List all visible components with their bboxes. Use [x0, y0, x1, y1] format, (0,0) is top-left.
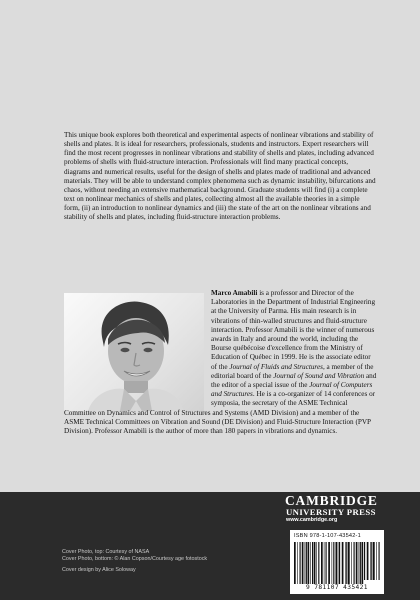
- barcode-stripe: [346, 542, 347, 584]
- barcode-addon-bars: [364, 542, 382, 580]
- barcode-stripe: [294, 542, 296, 584]
- barcode-stripe: [354, 542, 355, 584]
- bio-text-1: is a professor and Director of the Laboratories in the Department of Industrial Engineering at the University of Parma. His main research is in vibrations of thin-walled structures and fluid-structure interaction. Professor Amabili is the winner of numerous awards in Italy and around the world, including the Bourse québécoise d'excellence from the Ministry of Education of Québec in 1999. He is the associate editor of the: [211, 289, 376, 371]
- barcode-stripe: [300, 542, 301, 584]
- barcode-stripe: [306, 542, 307, 584]
- barcode-digits: 9 781107 435421: [306, 584, 368, 591]
- barcode-stripe: [379, 542, 380, 580]
- barcode-stripe: [333, 542, 334, 584]
- isbn-label: ISBN 978-1-107-43542-1: [294, 533, 361, 539]
- bio-text-2: , a member of the editorial board of the: [211, 362, 374, 380]
- barcode-stripe: [370, 542, 371, 580]
- barcode-stripe: [348, 542, 350, 584]
- barcode-stripe: [359, 542, 360, 584]
- barcode-stripe: [356, 542, 358, 584]
- barcode-stripe: [360, 542, 361, 584]
- barcode-stripe: [326, 542, 327, 584]
- publisher-name-line2: UNIVERSITY PRESS: [286, 507, 376, 517]
- barcode-stripe: [336, 542, 338, 584]
- barcode-stripe: [345, 542, 346, 584]
- barcode-stripe: [328, 542, 330, 584]
- barcode-stripe: [297, 542, 298, 584]
- barcode-stripe: [302, 542, 304, 584]
- journal-title-1: Journal of Fluids and Structures: [229, 362, 323, 371]
- barcode-stripe: [332, 542, 333, 584]
- barcode-stripe: [362, 542, 364, 584]
- photo-wrap-spacer: [64, 289, 211, 408]
- bio-text-4: . He is a co-organizer of 14 conferences or symposia, the secretary of the ASME Technical Committee on Dynamics and Control of Structures and Systems (AMD Division) and a member of the ASME Technical Committees on Vibration and Sound (DE Division) and Fluid-Structure Interaction (PVP Division). Professor Amabili is the author of more than 180 papers in vibrations and dynamics.: [64, 390, 376, 436]
- barcode-stripe: [310, 542, 311, 584]
- barcode-stripe: [316, 542, 317, 584]
- publisher-logo: [285, 494, 385, 524]
- barcode-stripe: [351, 542, 352, 584]
- book-description: This unique book explores both theoretical and experimental aspects of nonlinear vibrations and stability of shells and plates. It is ideal for researchers, professionals, students and instructors. Expert researchers will find the most recent progresses in nonlinear vibrations and stability of shells and plates, including advanced problems of shells with fluid-structure interaction. Professionals will find many practical concepts, diagrams and numerical results, useful for the design of shells and plates made of traditional and advanced materials. They will be able to understand complex phenomena such as dynamic instability, bifurcations and chaos, without needing an extensive mathematical background. Graduate students will find (i) a complete text on nonlinear mechanics of shells and plates, collecting almost all the available theories in a simple form, (ii) an introduction to nonlinear dynamics and (iii) the state of the art on the nonlinear vibrations and stability of shells and plates, including fluid-structure interaction problems.: [64, 131, 376, 222]
- barcode-bars: [294, 542, 366, 584]
- barcode-stripe: [314, 542, 316, 584]
- barcode-stripe: [305, 542, 306, 584]
- barcode-stripe: [312, 542, 313, 584]
- cover-credits: [62, 549, 282, 575]
- publisher-url: www.cambridge.org: [286, 517, 338, 523]
- journal-title-3: Journal of Computers and Structures: [211, 381, 373, 399]
- barcode-stripe: [318, 542, 319, 584]
- barcode-stripe: [324, 542, 325, 584]
- barcode-stripe: [376, 542, 377, 580]
- barcode-box: [290, 530, 384, 594]
- barcode-stripe: [364, 542, 365, 580]
- publisher-name-line1: CAMBRIDGE: [285, 493, 378, 508]
- barcode-stripe: [338, 542, 339, 584]
- barcode-stripe: [308, 542, 310, 584]
- author-biography: [64, 289, 377, 436]
- journal-title-2: Journal of Sound and Vibration: [273, 371, 365, 380]
- barcode-stripe: [367, 542, 369, 580]
- bio-text-3: and the editor of a special issue of the: [211, 371, 377, 390]
- credit-line-design: Cover design by Alice Soloway: [62, 567, 136, 574]
- credit-line-top: Cover Photo, top: Courtesy of NASA: [62, 549, 150, 555]
- barcode-stripe: [321, 542, 323, 584]
- credit-line-bottom: Cover Photo, bottom: © Alan Copson/Courtesy age fotostock: [62, 556, 208, 563]
- barcode-stripe: [371, 542, 372, 580]
- barcode-stripe: [342, 542, 344, 584]
- barcode-stripe: [373, 542, 375, 580]
- author-name: Marco Amabili: [211, 289, 258, 297]
- barcode-stripe: [339, 542, 340, 584]
